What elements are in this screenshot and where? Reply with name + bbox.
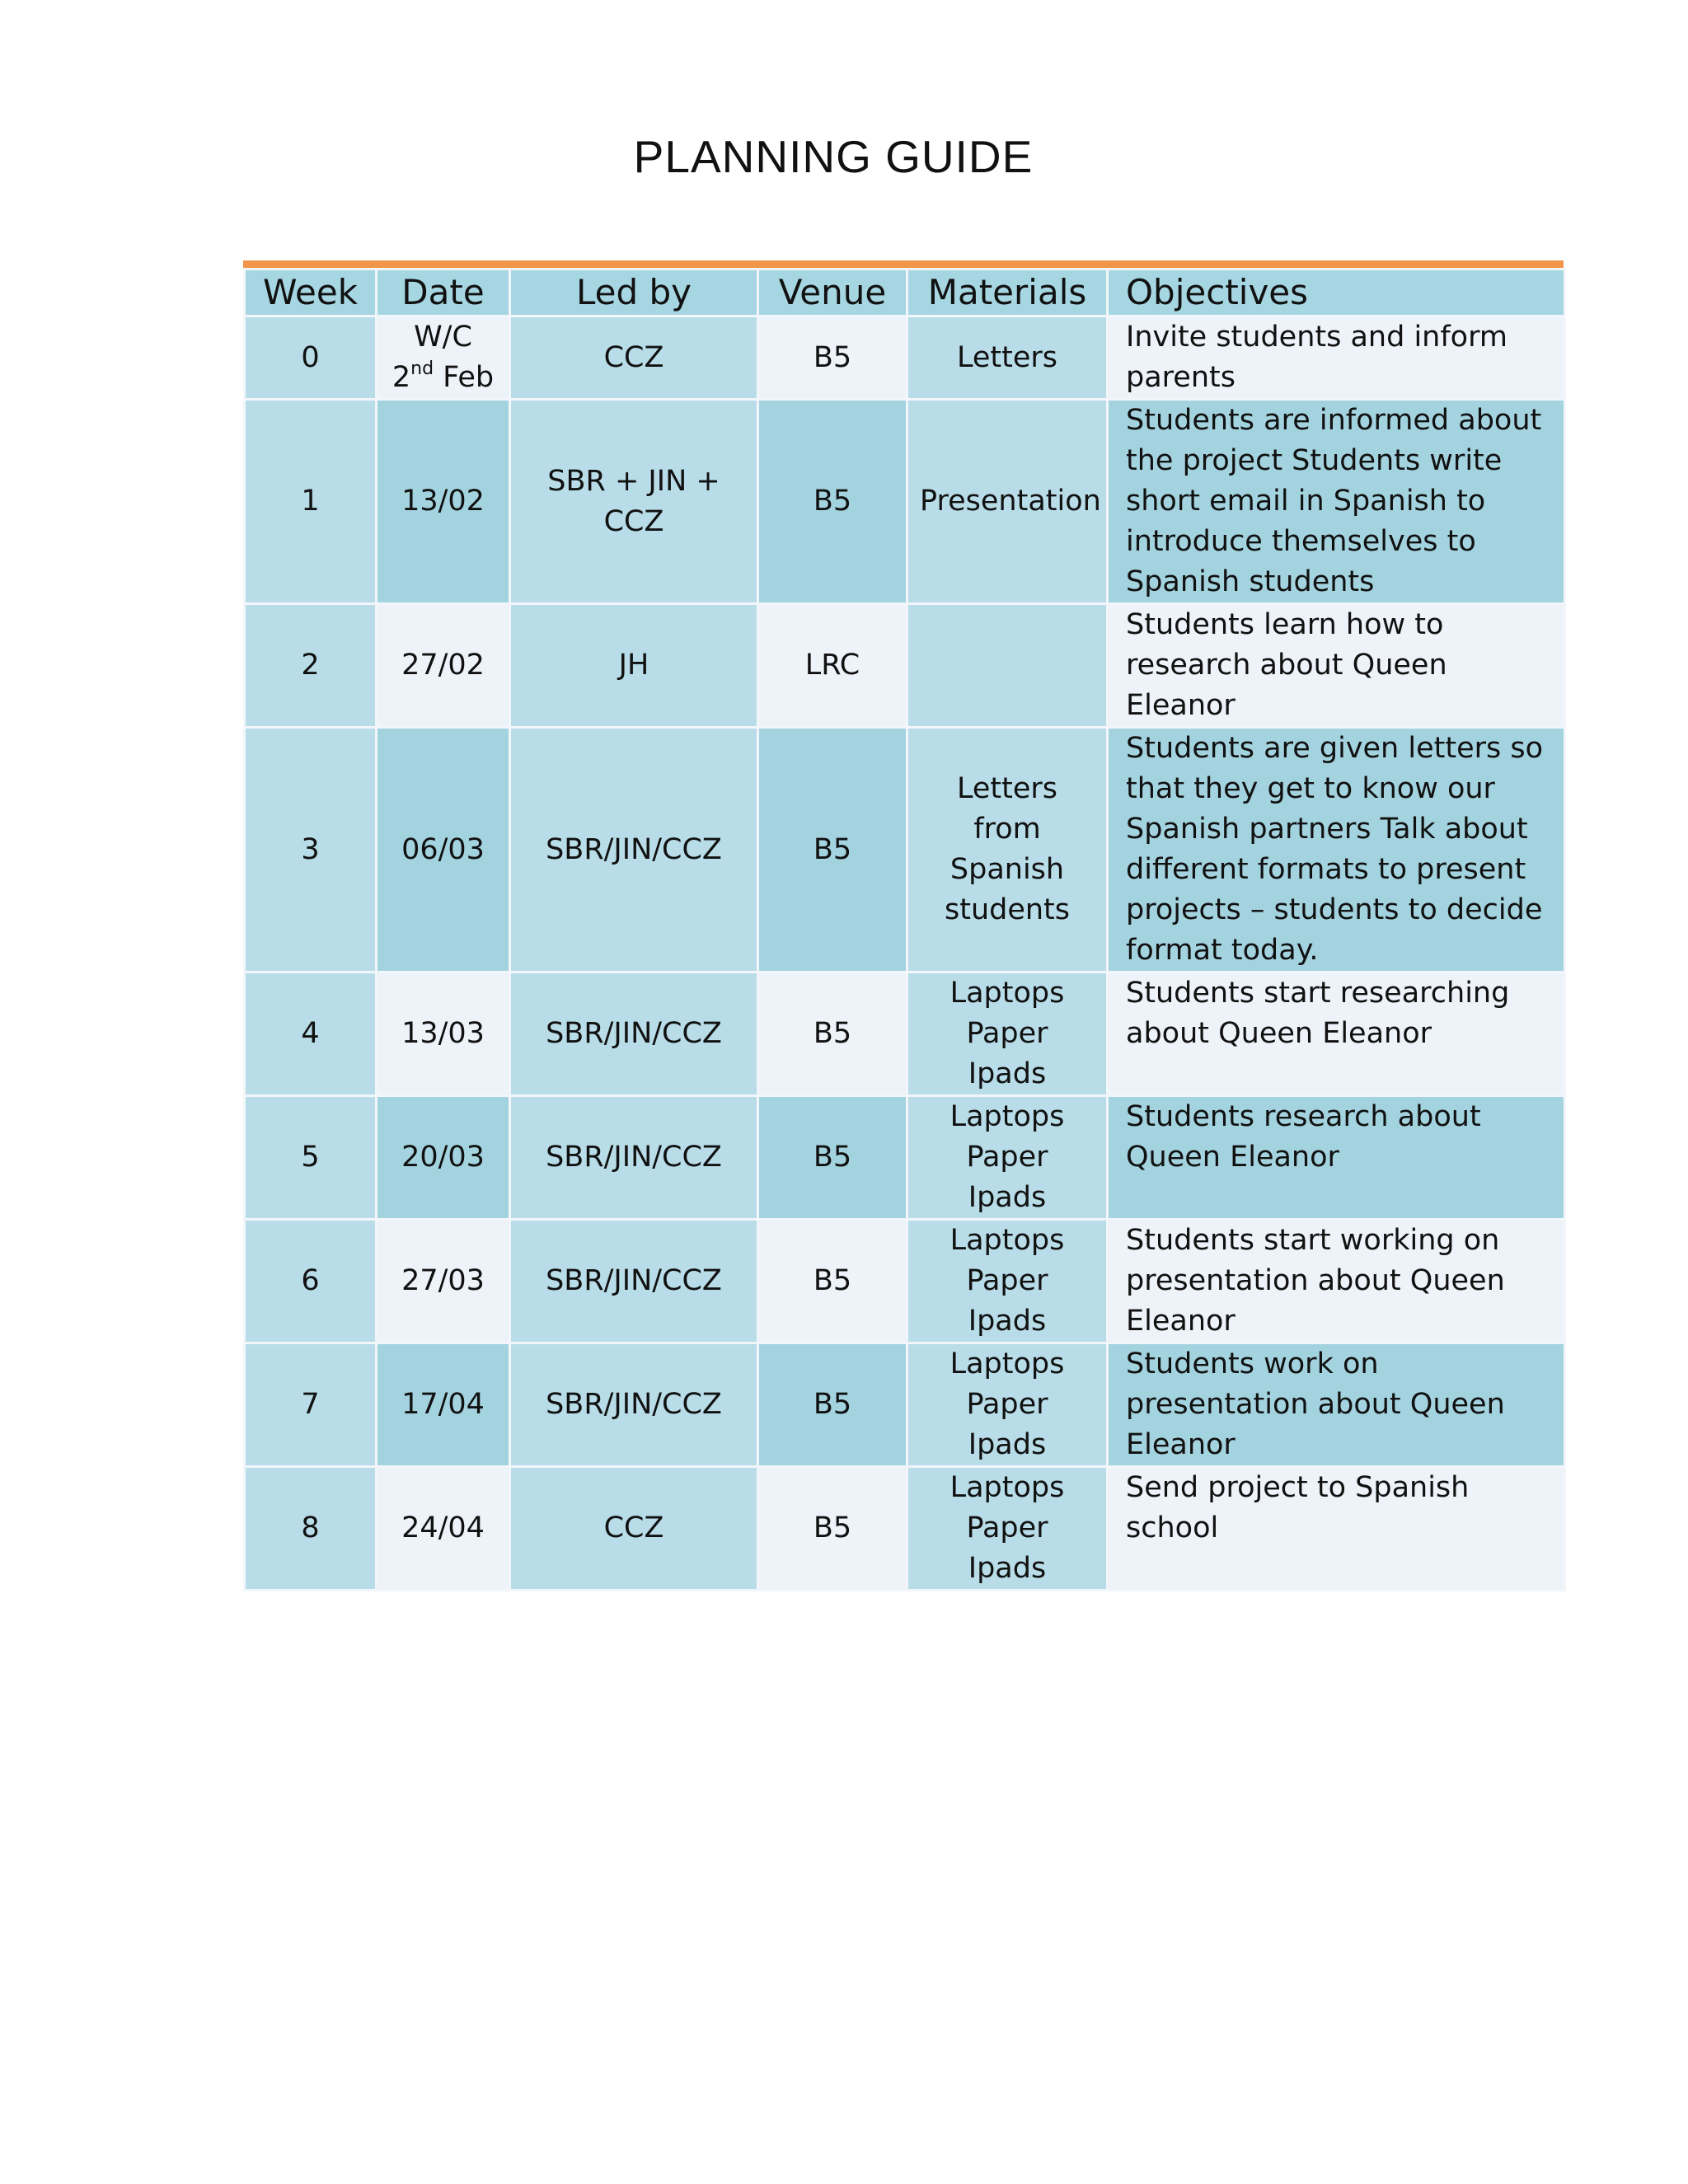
- led-by-cell: SBR/JIN/CCZ: [510, 972, 758, 1096]
- date-cell: 20/03: [377, 1096, 510, 1220]
- material-item: Laptops: [950, 1471, 1065, 1504]
- venue-cell: B5: [758, 1343, 907, 1467]
- date-cell: 13/02: [377, 400, 510, 604]
- venue-cell: B5: [758, 728, 907, 972]
- header-week: Week: [245, 269, 377, 316]
- led-by-cell: JH: [510, 604, 758, 728]
- led-by-cell: SBR/JIN/CCZ: [510, 1343, 758, 1467]
- materials-cell: [907, 1220, 1108, 1343]
- material-item: Laptops: [950, 1347, 1065, 1380]
- table-row: [245, 1220, 1565, 1343]
- led-by-cell: CCZ: [510, 1467, 758, 1591]
- date-line2: [389, 358, 497, 398]
- header-row: [245, 269, 1565, 316]
- materials-cell: [907, 316, 1108, 400]
- material-item: Ipads: [968, 1428, 1047, 1461]
- table-row: [245, 604, 1565, 728]
- led-by-cell: CCZ: [510, 316, 758, 400]
- material-item: Ipads: [968, 1552, 1047, 1585]
- venue-cell: LRC: [758, 604, 907, 728]
- table-row: [245, 728, 1565, 972]
- materials-cell: [907, 604, 1108, 728]
- venue-cell: B5: [758, 1096, 907, 1220]
- material-item: Laptops: [950, 1224, 1065, 1257]
- date-line1: W/C: [414, 321, 472, 354]
- header-date: Date: [377, 269, 510, 316]
- materials-cell: [907, 400, 1108, 604]
- material-item: Letters from: [956, 772, 1058, 846]
- week-cell: 6: [245, 1220, 377, 1343]
- material-item: Paper: [966, 1017, 1048, 1050]
- week-cell: 2: [245, 604, 377, 728]
- date-cell: 17/04: [377, 1343, 510, 1467]
- header-materials: Materials: [907, 269, 1108, 316]
- table-row: [245, 972, 1565, 1096]
- material-item: Spanish: [950, 853, 1065, 886]
- materials-cell: [907, 1343, 1108, 1467]
- venue-cell: B5: [758, 1220, 907, 1343]
- material-item: Presentation: [920, 485, 1101, 518]
- week-cell: 4: [245, 972, 377, 1096]
- table-row: [245, 1343, 1565, 1467]
- objectives-cell: Students work on presentation about Queen Eleanor: [1108, 1343, 1565, 1467]
- date-cell: [377, 316, 510, 400]
- header-venue: Venue: [758, 269, 907, 316]
- date-sup: nd: [410, 359, 434, 380]
- week-cell: 3: [245, 728, 377, 972]
- objectives-cell: Students start working on presentation about Queen Eleanor: [1108, 1220, 1565, 1343]
- material-item: Paper: [966, 1388, 1048, 1421]
- material-item: Ipads: [968, 1057, 1047, 1090]
- material-item: students: [944, 893, 1071, 926]
- header-objectives: Objectives: [1108, 269, 1565, 316]
- materials-cell: [907, 972, 1108, 1096]
- led-by-cell: SBR/JIN/CCZ: [510, 728, 758, 972]
- material-item: Ipads: [968, 1305, 1047, 1338]
- venue-cell: B5: [758, 1467, 907, 1591]
- material-item: Ipads: [968, 1181, 1047, 1214]
- material-item: Letters: [956, 340, 1058, 374]
- materials-cell: [907, 1467, 1108, 1591]
- objectives-cell: Students research about Queen Eleanor: [1108, 1096, 1565, 1220]
- week-cell: 1: [245, 400, 377, 604]
- page-title: PLANNING GUIDE: [633, 131, 1034, 182]
- week-cell: 8: [245, 1467, 377, 1591]
- material-item: Paper: [966, 1511, 1048, 1544]
- date-num: 2: [392, 361, 411, 394]
- material-item: Paper: [966, 1264, 1048, 1297]
- materials-cell: [907, 1096, 1108, 1220]
- date-cell: 27/02: [377, 604, 510, 728]
- venue-cell: B5: [758, 972, 907, 1096]
- planning-table-wrapper: [243, 260, 1564, 1591]
- week-cell: 7: [245, 1343, 377, 1467]
- objectives-cell: Students are given letters so that they get to know our Spanish partners Talk about different formats to present projects – students to decide format today.: [1108, 728, 1565, 972]
- material-item: Paper: [966, 1141, 1048, 1174]
- venue-cell: B5: [758, 316, 907, 400]
- table-top-rule: [243, 260, 1564, 268]
- objectives-cell: Students start researching about Queen Eleanor: [1108, 972, 1565, 1096]
- table-row: [245, 316, 1565, 400]
- date-cell: 06/03: [377, 728, 510, 972]
- date-cell: 27/03: [377, 1220, 510, 1343]
- table-row: [245, 400, 1565, 604]
- objectives-cell: Send project to Spanish school: [1108, 1467, 1565, 1591]
- led-by-cell: SBR/JIN/CCZ: [510, 1220, 758, 1343]
- venue-cell: B5: [758, 400, 907, 604]
- objectives-cell: Students are informed about the project Students write short email in Spanish to introduce themselves to Spanish students: [1108, 400, 1565, 604]
- date-rest: Feb: [434, 361, 495, 394]
- week-cell: 5: [245, 1096, 377, 1220]
- week-cell: 0: [245, 316, 377, 400]
- led-by-cell: SBR/JIN/CCZ: [510, 1096, 758, 1220]
- table-row: [245, 1096, 1565, 1220]
- planning-table: [243, 268, 1566, 1591]
- objectives-cell: Invite students and inform parents: [1108, 316, 1565, 400]
- date-cell: 13/03: [377, 972, 510, 1096]
- materials-cell: [907, 728, 1108, 972]
- header-led-by: Led by: [510, 269, 758, 316]
- date-cell: 24/04: [377, 1467, 510, 1591]
- objectives-cell: Students learn how to research about Queen Eleanor: [1108, 604, 1565, 728]
- table-row: [245, 1467, 1565, 1591]
- material-item: Laptops: [950, 1100, 1065, 1133]
- led-by-cell: SBR + JIN + CCZ: [510, 400, 758, 604]
- material-item: Laptops: [950, 977, 1065, 1010]
